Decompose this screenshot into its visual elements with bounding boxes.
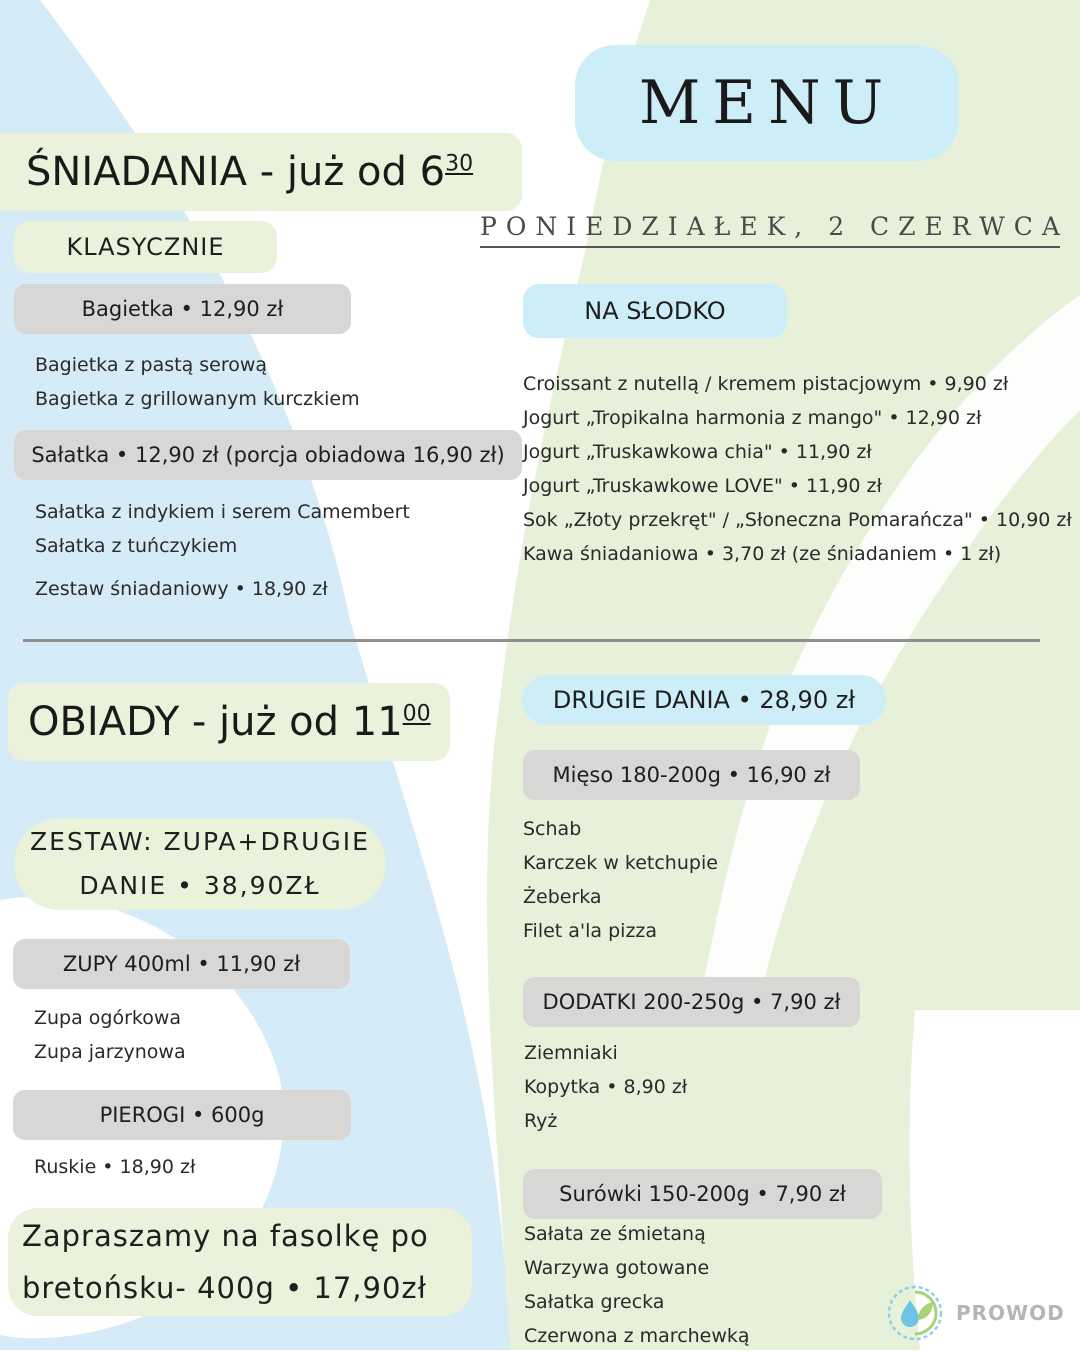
salads-header: Surówki 150-200g • 7,90 zł	[559, 1182, 846, 1206]
salad-header-box	[14, 430, 522, 480]
pierogi-header: PIEROGI • 600g	[99, 1103, 265, 1127]
sweet-label: NA SŁODKO	[584, 297, 726, 325]
date-line	[480, 212, 1069, 248]
meat-list	[523, 812, 718, 948]
soups-list	[34, 1001, 186, 1069]
lunch-set-box	[14, 818, 386, 910]
breakfast-title	[26, 149, 473, 195]
sides-header-box	[523, 977, 860, 1027]
breakfast-set: Zestaw śniadaniowy • 18,90 zł	[35, 578, 328, 600]
classic-label-box	[14, 221, 277, 273]
list-item: Bagietka z pastą serową	[35, 354, 268, 376]
sweet-list	[523, 367, 1072, 571]
lunch-title-box	[8, 683, 450, 761]
sides-list	[524, 1036, 687, 1138]
lunch-title-sup: 00	[402, 701, 431, 727]
list-item: Kopytka • 8,90 zł	[524, 1076, 688, 1098]
list-item: Jogurt „Truskawkowa chia" • 11,90 zł	[523, 441, 872, 463]
baguette-header-box	[14, 284, 351, 334]
list-item: Zupa ogórkowa	[34, 1007, 182, 1029]
lunch-set-line2: DANIE • 38,90ZŁ	[79, 871, 321, 900]
promo-line2: bretońsku- 400g • 17,90zł	[22, 1271, 427, 1305]
salad-list	[35, 495, 410, 563]
salads-list	[524, 1217, 750, 1353]
sweet-label-box	[523, 284, 787, 338]
soups-header: ZUPY 400ml • 11,90 zł	[62, 952, 301, 976]
classic-label: KLASYCZNIE	[66, 233, 225, 261]
lunch-title-main: OBIADY - już od 11	[28, 699, 403, 745]
promo-box	[8, 1208, 472, 1316]
list-item: Sok „Złoty przekręt" / „Słoneczna Pomarańcza" • 10,90 zł	[523, 509, 1072, 531]
list-item: Ryż	[524, 1110, 558, 1132]
pierogi-header-box	[13, 1090, 351, 1140]
breakfast-title-main: ŚNIADANIA - już od 6	[26, 149, 446, 195]
menu-title-box	[575, 45, 959, 161]
menu-title: MENU	[638, 68, 896, 138]
list-item: Schab	[523, 818, 582, 840]
list-item: Warzywa gotowane	[524, 1257, 710, 1279]
list-item: Ziemniaki	[524, 1042, 618, 1064]
meat-header-box	[523, 750, 860, 800]
mains-label-box	[522, 675, 886, 725]
list-item: Bagietka z grillowanym kurczkiem	[35, 388, 360, 410]
sides-header: DODATKI 200-250g • 7,90 zł	[542, 990, 841, 1014]
salads-header-box	[523, 1169, 882, 1219]
list-item: Sałatka z indykiem i serem Camembert	[35, 501, 410, 523]
list-item: Karczek w ketchupie	[523, 852, 718, 874]
list-item: Czerwona z marchewką	[524, 1325, 750, 1347]
pierogi-list	[34, 1150, 195, 1184]
drop-leaf-icon	[886, 1284, 944, 1342]
lunch-set-line1: ZESTAW: ZUPA+DRUGIE	[30, 827, 370, 856]
salad-header: Sałatka • 12,90 zł (porcja obiadowa 16,90 zł)	[31, 443, 505, 467]
list-item: Sałatka z tuńczykiem	[35, 535, 238, 557]
list-item: Ruskie • 18,90 zł	[34, 1156, 196, 1178]
breakfast-title-box	[0, 133, 522, 211]
baguette-list	[35, 348, 360, 416]
list-item: Kawa śniadaniowa • 3,70 zł (ze śniadaniem • 1 zł)	[523, 543, 1002, 565]
breakfast-title-sup: 30	[445, 151, 474, 177]
section-divider	[23, 639, 1040, 642]
list-item: Sałatka grecka	[524, 1291, 665, 1313]
meat-header: Mięso 180-200g • 16,90 zł	[552, 763, 831, 787]
list-item: Sałata ze śmietaną	[524, 1223, 706, 1245]
brand-name: PROWOD	[956, 1301, 1065, 1325]
list-item: Żeberka	[523, 886, 602, 908]
list-item: Jogurt „Truskawkowe LOVE" • 11,90 zł	[523, 475, 882, 497]
list-item: Zupa jarzynowa	[34, 1041, 186, 1063]
list-item: Jogurt „Tropikalna harmonia z mango" • 12,90 zł	[523, 407, 982, 429]
baguette-header: Bagietka • 12,90 zł	[81, 297, 284, 321]
soups-header-box	[13, 939, 350, 989]
lunch-title	[28, 699, 431, 745]
list-item: Croissant z nutellą / kremem pistacjowym • 9,90 zł	[523, 373, 1009, 395]
mains-label: DRUGIE DANIA • 28,90 zł	[552, 686, 856, 714]
list-item: Filet a'la pizza	[523, 920, 658, 942]
promo-line1: Zapraszamy na fasolkę po	[22, 1219, 429, 1253]
date-text: PONIEDZIAŁEK, 2 CZERWCA	[480, 212, 1069, 241]
brand-logo	[886, 1284, 1066, 1342]
